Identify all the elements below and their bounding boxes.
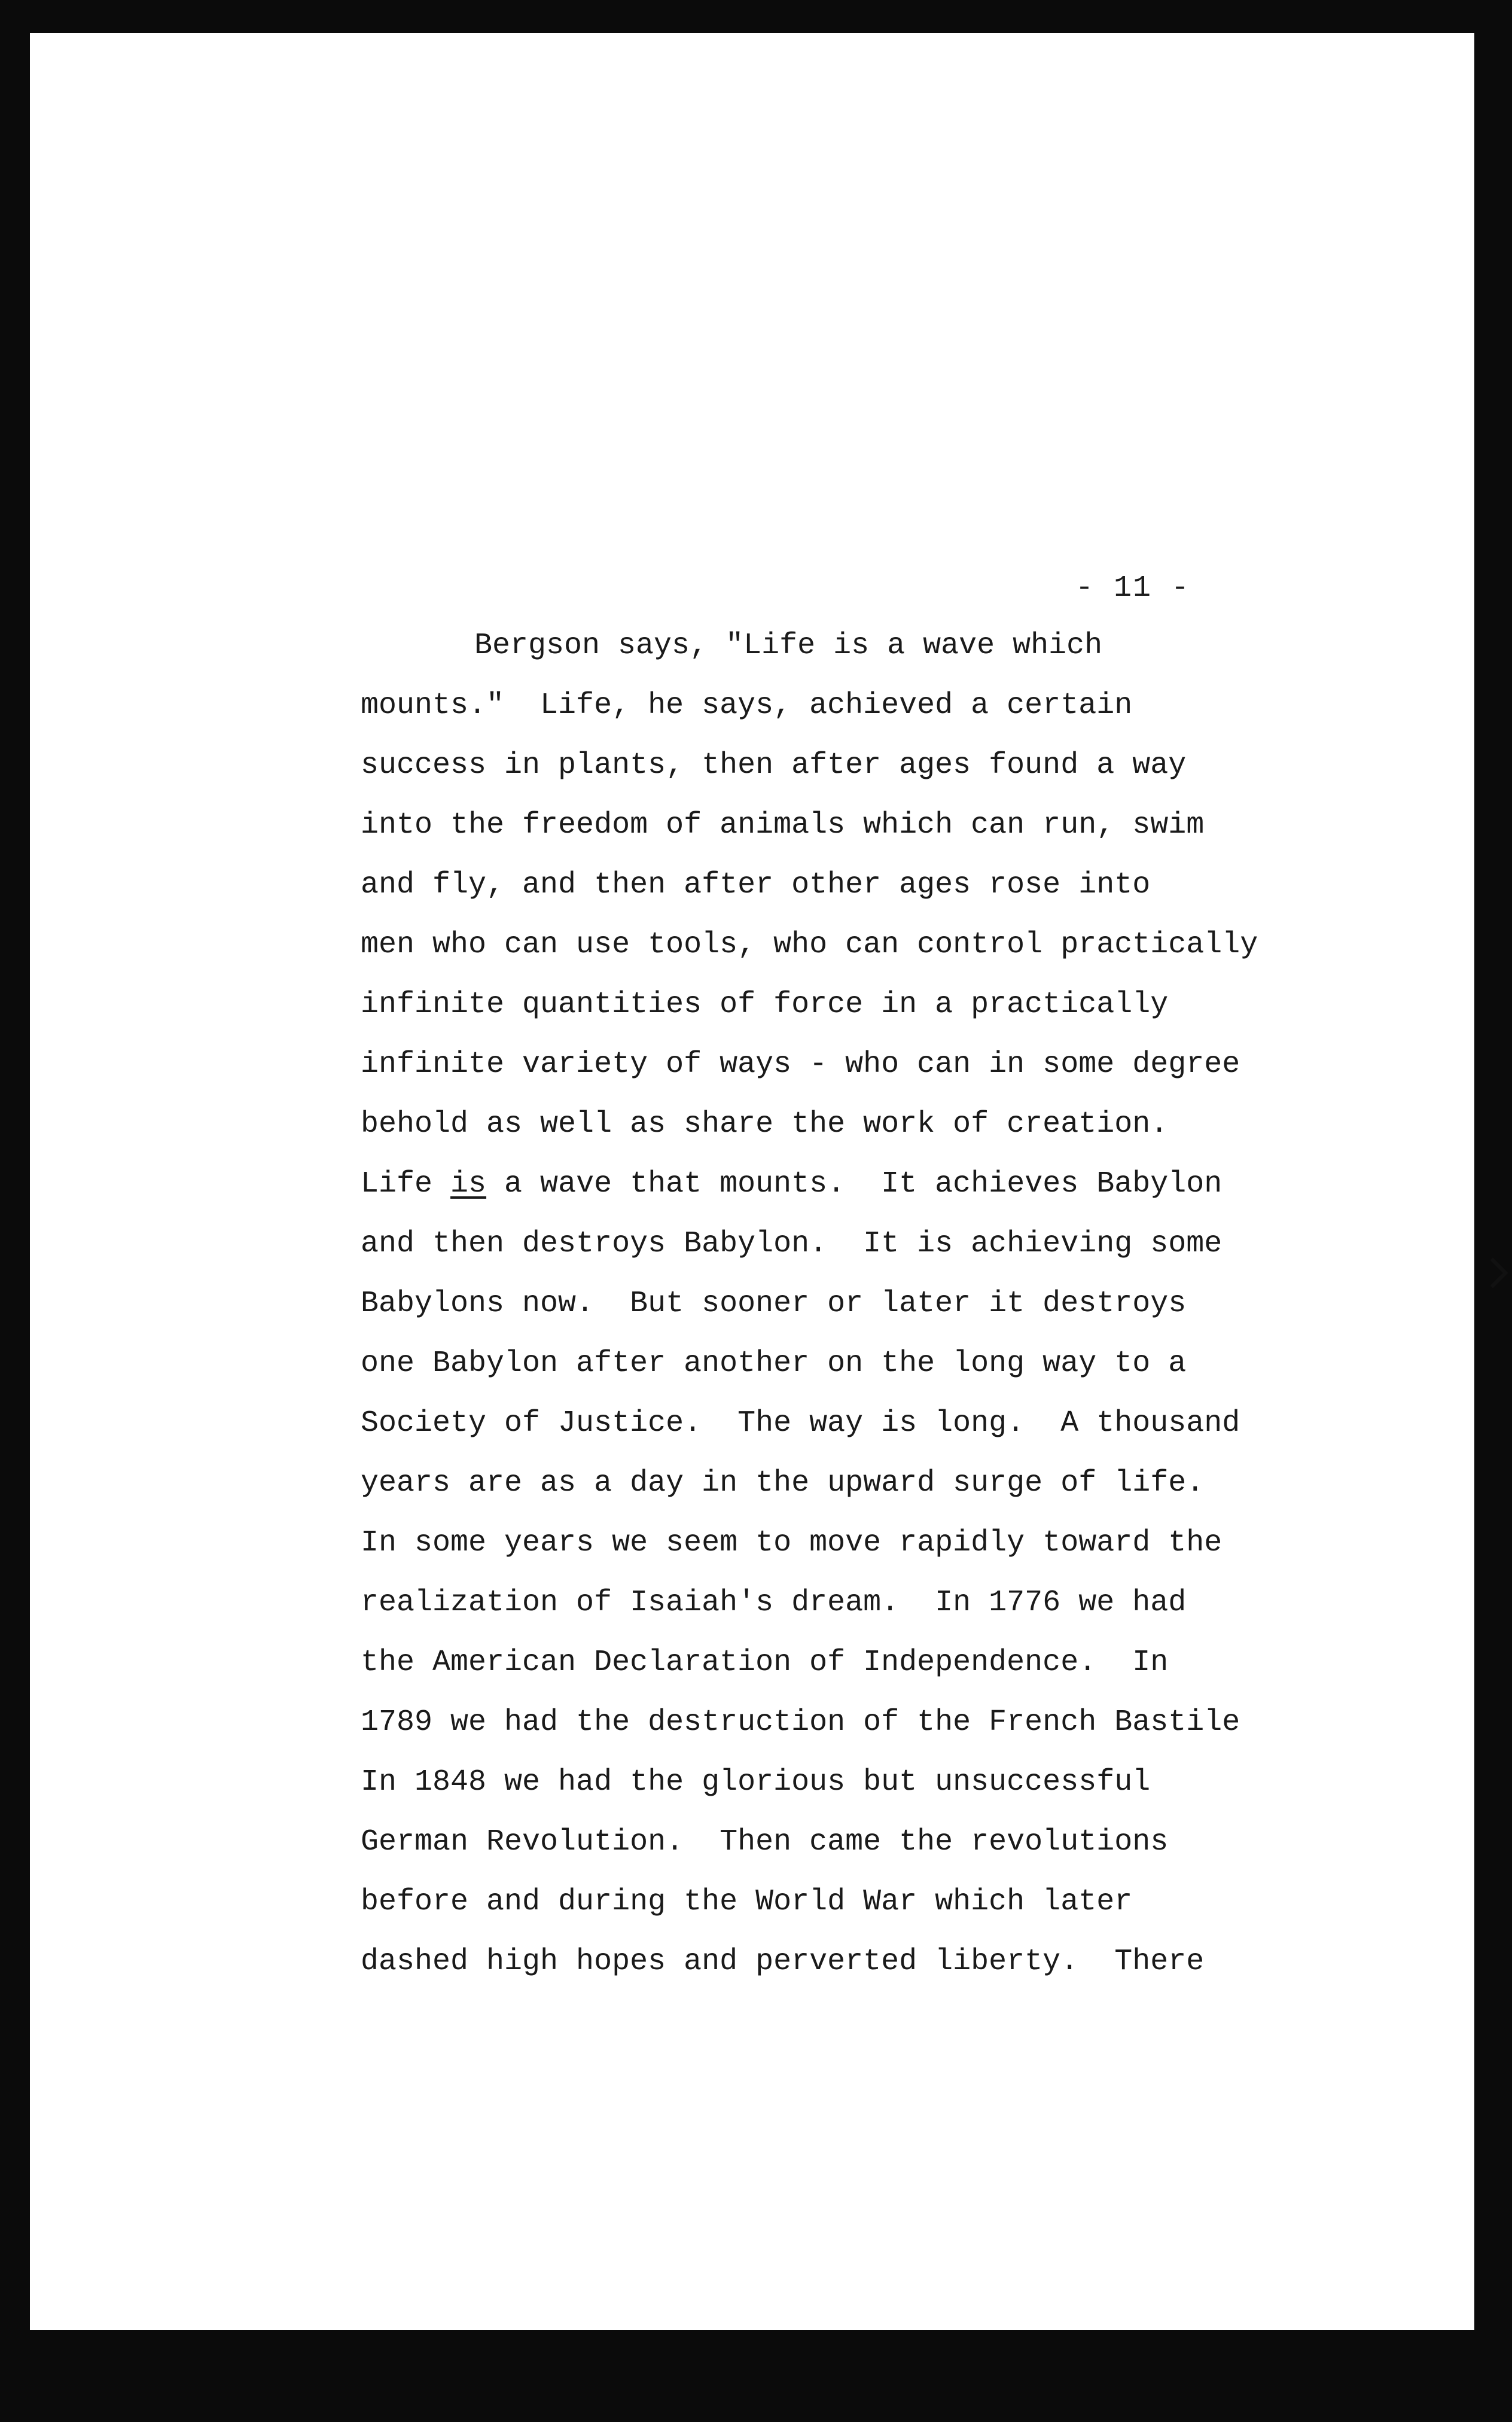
document-page <box>30 33 1474 2330</box>
text-line: Society of Justice. The way is long. A thousand <box>361 1406 1240 1440</box>
text-line: mounts." Life, he says, achieved a certain <box>361 688 1133 723</box>
text-line: before and during the World War which later <box>361 1885 1133 1919</box>
text-line: Babylons now. But sooner or later it destroys <box>361 1287 1187 1321</box>
text-line: the American Declaration of Independence. In <box>361 1646 1169 1680</box>
chevron-right-icon <box>1478 1258 1508 1288</box>
text-segment: a wave that mounts. It achieves Babylon <box>486 1167 1223 1201</box>
text-line: infinite variety of ways - who can in some degree <box>361 1047 1240 1081</box>
underlined-word: is <box>450 1167 487 1201</box>
text-line: 1789 we had the destruction of the French Bastile <box>361 1705 1240 1739</box>
text-line: one Babylon after another on the long way to a <box>361 1346 1187 1381</box>
text-line: men who can use tools, who can control practically <box>361 928 1258 962</box>
page-number: - 11 - <box>1075 571 1191 605</box>
text-line: dashed high hopes and perverted liberty. There <box>361 1945 1205 1979</box>
text-line: German Revolution. Then came the revolutions <box>361 1825 1169 1859</box>
text-line: into the freedom of animals which can run, swim <box>361 808 1205 842</box>
text-line-with-emphasis <box>361 1166 1294 1226</box>
text-line: success in plants, then after ages found a way <box>361 748 1187 782</box>
text-line: years are as a day in the upward surge of life. <box>361 1466 1205 1500</box>
text-segment: Life <box>361 1167 451 1201</box>
text-line: and fly, and then after other ages rose into <box>361 868 1151 902</box>
text-line: and then destroys Babylon. It is achieving some <box>361 1227 1223 1261</box>
text-line: In 1848 we had the glorious but unsuccessful <box>361 1765 1151 1799</box>
text-line: realization of Isaiah's dream. In 1776 we had <box>361 1586 1187 1620</box>
body-text <box>361 628 1294 2004</box>
text-line: infinite quantities of force in a practically <box>361 988 1169 1022</box>
text-line: behold as well as share the work of creation. <box>361 1107 1169 1141</box>
text-line: In some years we seem to move rapidly toward the <box>361 1526 1223 1560</box>
text-line: Bergson says, "Life is a wave which <box>474 629 1103 663</box>
